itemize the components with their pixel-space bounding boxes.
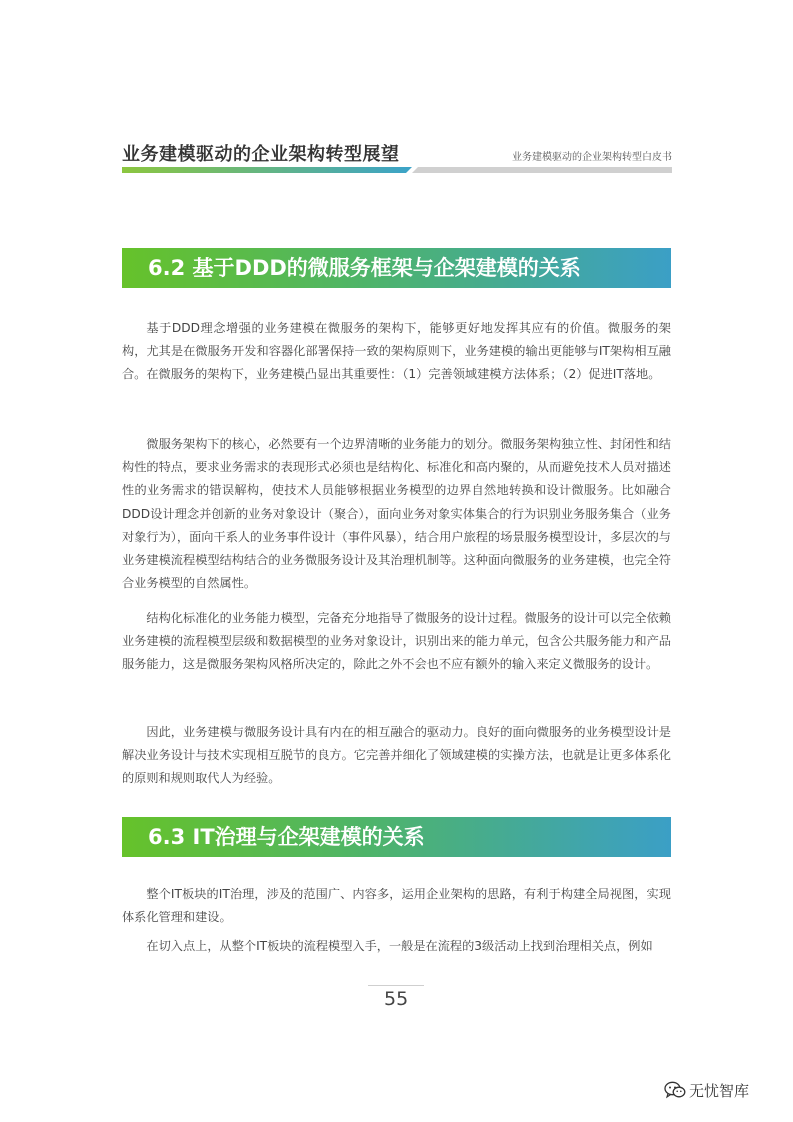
paragraph: 结构化标准化的业务能力模型，完备充分地指导了微服务的设计过程。微服务的设计可以完全依赖业务建模的流程模型层级和数据模型的业务对象设计，识别出来的能力单元，包含公共服务能力和产品服务能力，这是微服务架构风格所决定的，除此之外不会也不应有额外的输入来定义微服务的设计。: [122, 611, 671, 672]
paragraph: 因此，业务建模与微服务设计具有内在的相互融合的驱动力。良好的面向微服务的业务模型设计是解决业务设计与技术实现相互脱节的良方。它完善并细化了领域建模的实操方法，也就是让更多体系化的原则和规则取代人为经验。: [122, 725, 671, 786]
running-header: [122, 140, 672, 176]
page-number: 55: [384, 988, 409, 1010]
wechat-icon: [664, 1081, 686, 1099]
header-divider-bar: [122, 167, 672, 173]
paragraph: 整个IT板块的IT治理，涉及的范围广、内容多，运用企业架构的思路，有利于构建全局视图，实现体系化管理和建设。: [122, 887, 671, 925]
watermark-text: 无忧智库: [689, 1082, 750, 1100]
paragraph: 在切入点上，从整个IT板块的流程模型入手，一般是在流程的3级活动上找到治理相关点，例如: [146, 939, 653, 953]
paragraph: 微服务架构下的核心，必然要有一个边界清晰的业务能力的划分。微服务架构独立性、封闭性和结构性的特点，要求业务需求的表现形式必须也是结构化、标准化和高内聚的，从而避免技术人员对描述性的业务需求的错误解构，使技术人员能够根据业务模型的边界自然地转换和设计微服务。比如融合DDD设计理念并创新的业务对象设计（聚合），面向业务对象实体集合的行为识别业务服务集合（业务对象行为），面向干系人的业务事件设计（事件风暴），结合用户旅程的场景服务模型设计，多层次的与业务建模流程模型结构结合的业务微服务设计及其治理机制等。这种面向微服务的业务建模，也完全符合业务模型的自然属性。: [122, 437, 671, 591]
header-subtitle: 业务建模驱动的企业架构转型白皮书: [512, 152, 672, 163]
header-title: 业务建模驱动的企业架构转型展望: [122, 144, 400, 165]
section-heading-6-3: 6.3 IT治理与企架建模的关系: [122, 817, 671, 857]
paragraph: 基于DDD理念增强的业务建模在微服务的架构下，能够更好地发挥其应有的价值。微服务的架构，尤其是在微服务开发和容器化部署保持一致的架构原则下，业务建模的输出更能够与IT架构相互融合。在微服务的架构下，业务建模凸显出其重要性：（1）完善领域建模方法体系；（2）促进IT落地。: [122, 321, 671, 382]
page-number-rule: [368, 985, 424, 986]
section-heading-6-2: 6.2 基于DDD的微服务框架与企架建模的关系: [122, 248, 671, 288]
